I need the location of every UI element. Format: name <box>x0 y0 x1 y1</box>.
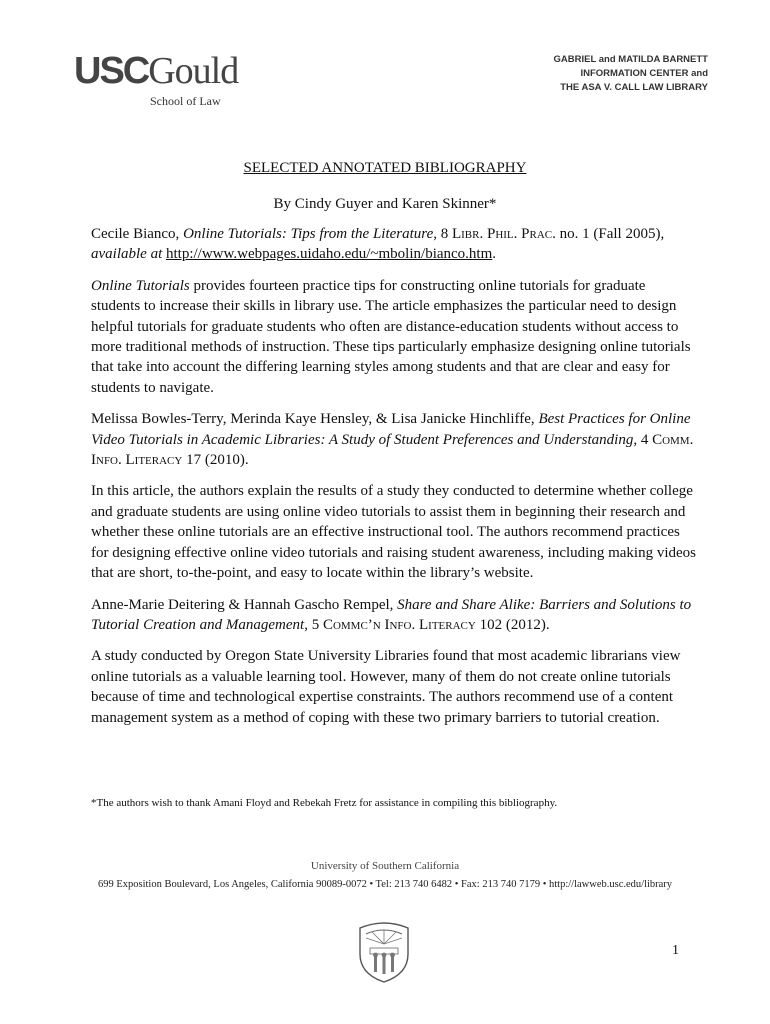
citation-title: Share and Share Alike: Barriers and Solutions to Tutorial Creation and Management <box>91 596 692 633</box>
citation-end: . <box>492 246 497 263</box>
footer-university: University of Southern California <box>310 860 460 872</box>
citation-journal: Comm. Info. Literacy <box>91 431 694 469</box>
citation <box>91 224 696 265</box>
footer-address: 699 Exposition Boulevard, Los Angeles, California 90089-0072 • Tel: 213 740 6482 • Fax: 213 740 7179 • http://lawweb.usc.edu/library <box>97 879 673 890</box>
library-line: GABRIEL and MATILDA BARNETT <box>553 54 708 65</box>
citation-link[interactable]: http://www.webpages.uidaho.edu/~mbolin/bianco.htm <box>166 246 493 263</box>
document-title: SELECTED ANNOTATED BIBLIOGRAPHY <box>243 160 527 176</box>
citation <box>91 595 696 636</box>
annotation-lead: Online Tutorials <box>91 277 190 294</box>
citation-issue: 17 (2010). <box>186 452 249 469</box>
citation-volume: , 4 <box>633 431 649 448</box>
usc-seal-icon <box>356 920 412 984</box>
page-number: 1 <box>672 943 679 958</box>
citation-journal: Libr. Phil. Prac. <box>451 226 556 242</box>
citation-volume: , 8 <box>433 226 449 242</box>
citation-volume: , 5 <box>304 616 320 633</box>
citation-title: Online Tutorials: Tips from the Literature <box>183 226 434 242</box>
citation-authors: Melissa Bowles-Terry, Merinda Kaye Hensley, & Lisa Janicke Hinchliffe, <box>91 411 535 428</box>
footnote: *The authors wish to thank Amani Floyd and Rebekah Fretz for assistance in compiling this bibliography. <box>91 797 558 809</box>
logo-usc: USC <box>74 50 149 92</box>
library-line: INFORMATION CENTER and <box>580 68 708 79</box>
citation-issue: no. 1 (Fall 2005), <box>559 226 665 242</box>
annotation: A study conducted by Oregon State University Libraries found that most academic librarians view online tutorials as a valuable learning tool. However, many of them do not create online tutorials because of time and technological expertise constraints. The authors recommend use of a content management system as a method of coping with these two primary barriers to tutorial creation. <box>91 648 681 726</box>
citation-issue: 102 (2012). <box>479 616 550 633</box>
citation <box>91 409 696 470</box>
bibliography-body <box>91 224 696 739</box>
logo-subtitle: School of Law <box>150 94 221 108</box>
logo-wordmark <box>74 52 238 90</box>
citation-authors: Anne-Marie Deitering & Hannah Gascho Rempel, <box>91 596 394 613</box>
annotation <box>91 276 696 398</box>
document-byline: By Cindy Guyer and Karen Skinner* <box>273 196 497 212</box>
citation-title: Best Practices for Online Video Tutorials in Academic Libraries: A Study of Student Preferences and Understanding <box>91 411 691 448</box>
annotation: In this article, the authors explain the results of a study they conducted to determine whether college and graduate students are using online video tutorials to assist them in beginning their research and whether these online tutorials are an effective instructional tool. The authors recommend practices for designing effective online video tutorials and raising student awareness, including making videos that are short, to-the-point, and easy to locate within the library’s website. <box>91 483 696 582</box>
logo-gould: Gould <box>148 50 239 92</box>
library-line: THE ASA V. CALL LAW LIBRARY <box>560 82 708 93</box>
citation-authors: Cecile Bianco, <box>91 226 180 242</box>
annotation-text: provides fourteen practice tips for constructing online tutorials for graduate students to increase their skills in library use. The article emphasizes the particular need to design helpful tutorials for graduate students who often are distance-education students without access to more traditional methods of instruction. These tips particularly emphasize designing online tutorials that take into account the differing learning styles among students and that are clear and easy for students to navigate. <box>91 277 691 396</box>
citation-journal: Commc’n Info. Literacy <box>322 616 476 633</box>
usc-gould-logo <box>74 52 274 112</box>
available-at-label: available at <box>91 246 163 263</box>
library-name <box>554 53 708 95</box>
